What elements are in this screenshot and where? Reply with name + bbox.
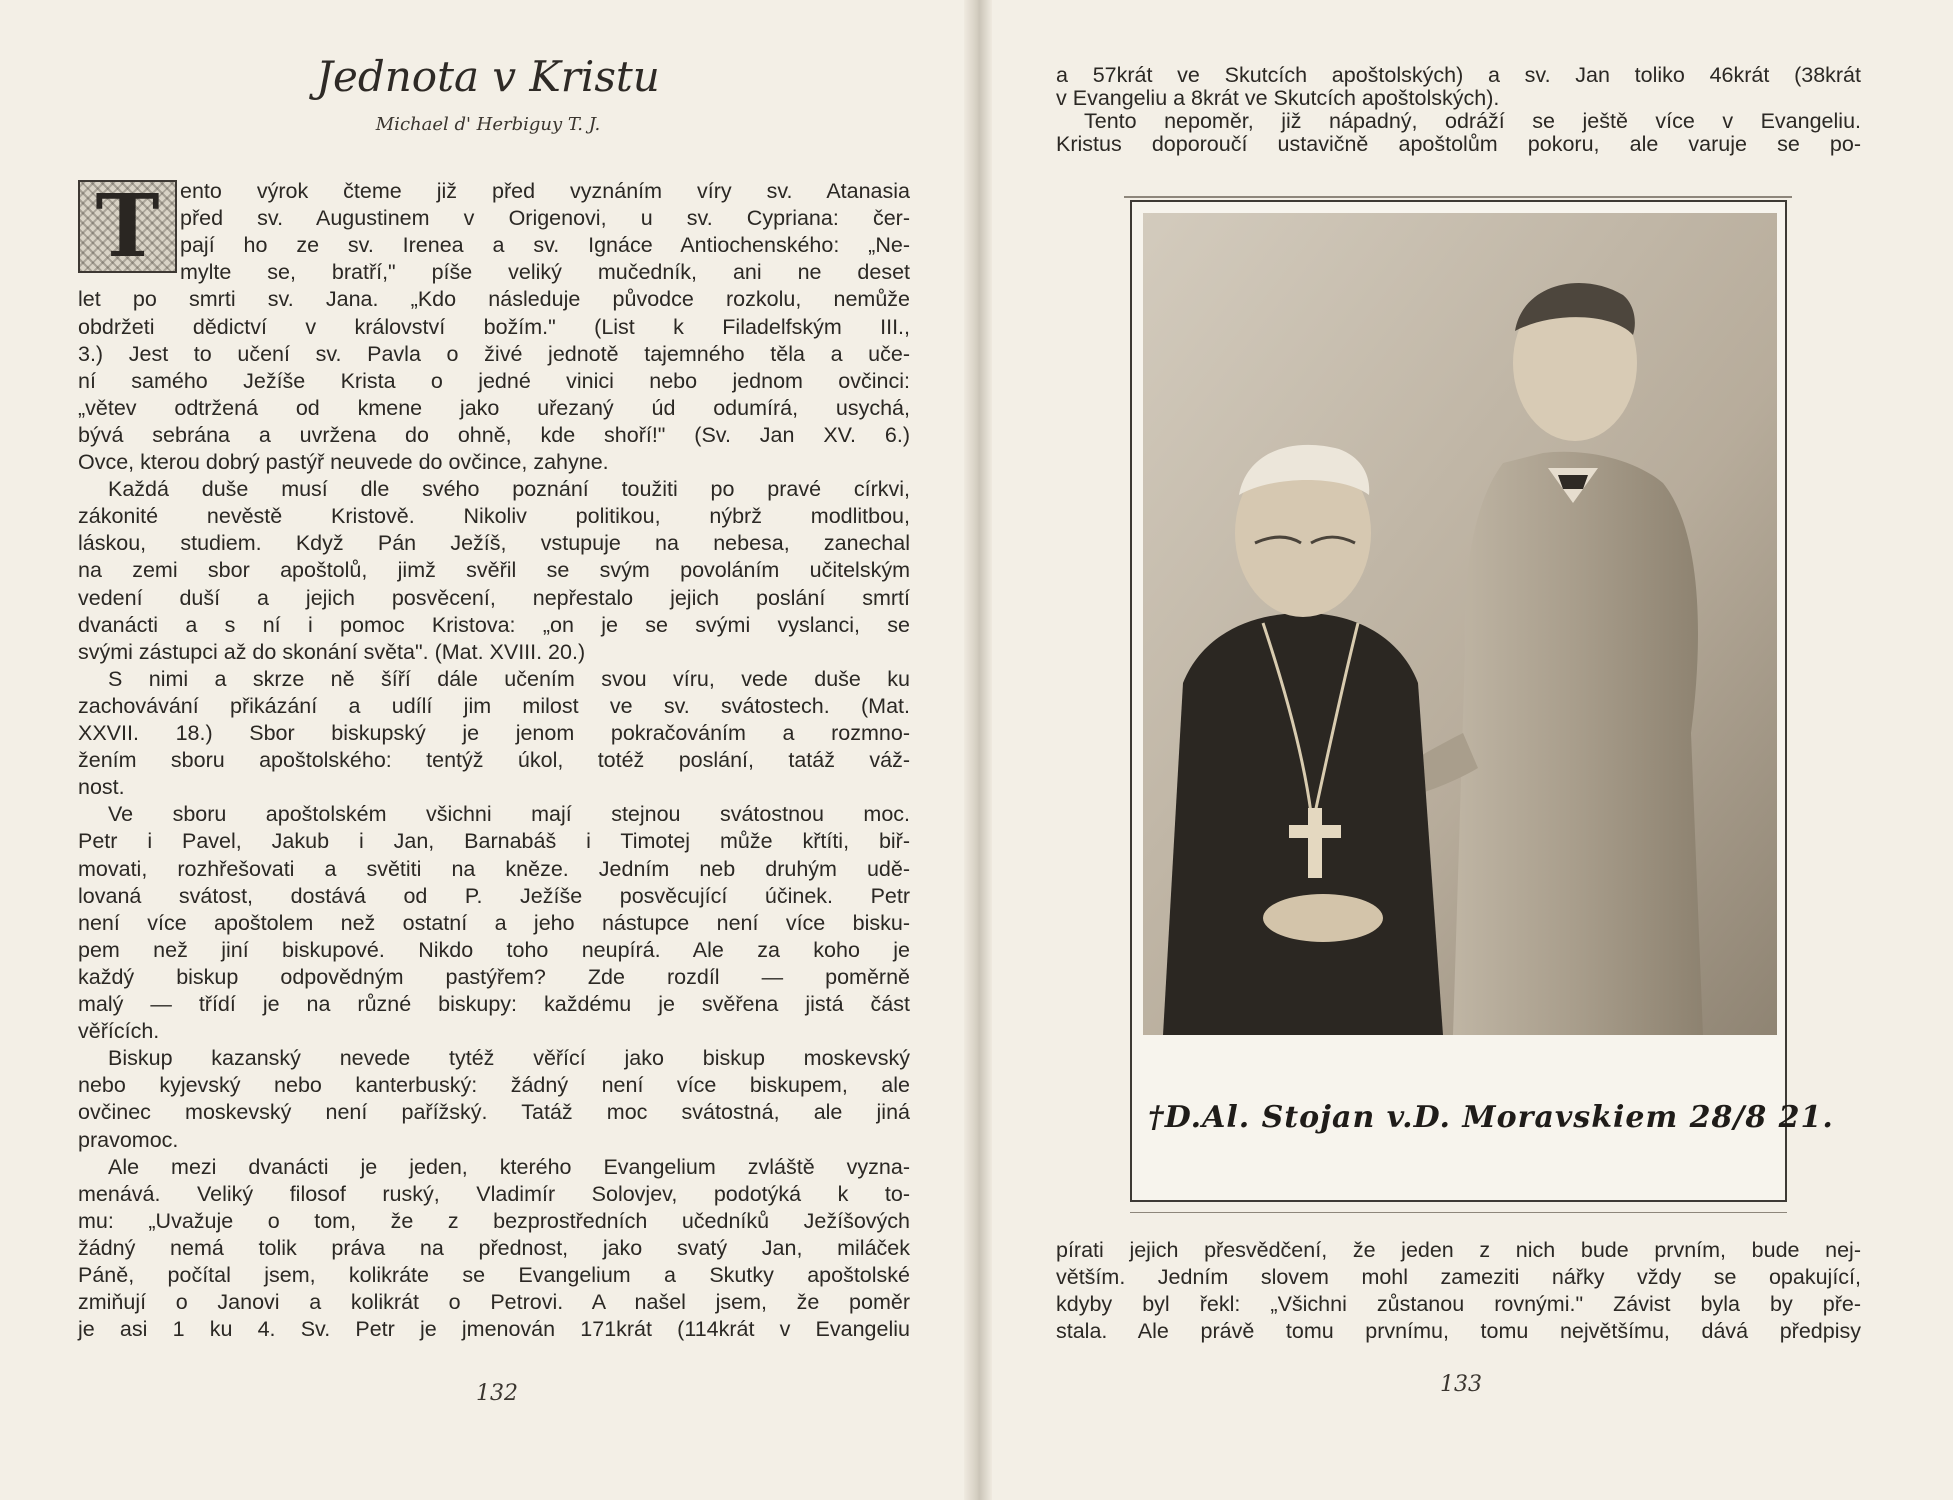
- text-line: lovaná svátost, dostává od P. Ježíše posvěcující účinek. Petr: [78, 883, 910, 908]
- text-line: žením sboru apoštolského: tentýž úkol, totéž poslání, tatáž váž-: [78, 748, 910, 773]
- text-line: zákonité nevěstě Kristově. Nikoliv politikou, nýbrž modlitbou,: [78, 504, 910, 529]
- text-line: věřících.: [78, 1019, 160, 1044]
- text-line: ní samého Ježíše Krista o jedné vinici nebo jednom ovčinci:: [78, 368, 910, 393]
- text-line: pem než jiní biskupové. Nikdo toho neupírá. Ale za koho je: [78, 937, 910, 962]
- text-line: láskou, studiem. Když Pán Ježíš, vstupuje na nebesa, zanechal: [78, 531, 910, 556]
- ornamental-initial: [78, 180, 177, 273]
- text-line: 3.) Jest to učení sv. Pavla o živé jednotě tajemného těla a uče-: [78, 341, 910, 366]
- handwritten-signature: †D.Al. Stojan v.D. Moravskiem 28/8 21.: [1148, 1100, 1834, 1135]
- text-line: S nimi a skrze ně šíří dále učením svou víru, vede duše ku: [108, 666, 910, 691]
- text-line: zmiňují o Janovi a kolikrát o Petrovi. A našel jsem, že poměr: [78, 1290, 910, 1315]
- text-line: svými zástupci až do skonání světa". (Mat. XVIII. 20.): [78, 639, 586, 664]
- text-line: žádný nemá tolik práva na přednost, jako svatý Jan, miláček: [78, 1235, 910, 1260]
- text-line: mylte se, bratří," píše veliký mučedník, ani ne deset: [180, 260, 910, 285]
- text-line: movati, rozhřešovati a světiti na kněze. Jedním neb druhým udě-: [78, 856, 910, 881]
- text-line: malý — třídí je na různé biskupy: každému je svěřena jistá část: [78, 992, 910, 1016]
- text-line: Ale mezi dvanácti je jeden, kterého Evangelium zvláště vyzna-: [108, 1154, 910, 1179]
- text-line: před sv. Augustinem v Origenovi, u sv. Cypriana: čer-: [180, 206, 910, 231]
- text-line: Ve sboru apoštolském všichni mají stejnou svátostnou moc.: [108, 802, 910, 827]
- text-line: v Evangeliu a 8krát ve Skutcích apoštolských).: [1056, 86, 1500, 110]
- bottom-rule: [1130, 1212, 1787, 1213]
- text-line: kdyby byl řekl: „Všichni zůstanou rovnými." Závist byla by pře-: [1056, 1292, 1861, 1316]
- text-line: Ovce, kterou dobrý pastýř neuvede do ovčince, zahyne.: [78, 450, 609, 474]
- text-line: vedení duší a jejich posvěcení, nepřestalo jejich poslání smrtí: [78, 585, 910, 610]
- text-line: Každá duše musí dle svého poznání toužiti po pravé církvi,: [108, 477, 910, 502]
- text-line: Petr i Pavel, Jakub i Jan, Barnabáš i Timotej může křtíti, biř-: [78, 829, 910, 854]
- initial-letter: T: [95, 180, 160, 273]
- text-line: ento výrok čteme již před vyznáním víry sv. Atanasia: [180, 179, 910, 203]
- text-line: není více apoštolem než ostatní a jeho nástupce není více bisku-: [78, 910, 910, 935]
- text-line: je asi 1 ku 4. Sv. Petr je jmenován 171krát (114krát v Evangeliu: [78, 1317, 910, 1342]
- text-line: Tento nepoměr, již nápadný, odráží se ještě více v Evangeliu.: [1084, 109, 1861, 133]
- text-line: pají ho ze sv. Irenea a sv. Ignáce Antiochenského: „Ne-: [180, 233, 910, 258]
- text-line: mu: „Uvažuje o tom, že z bezprostředních učedníků Ježíšových: [78, 1208, 910, 1233]
- page-number-right: 133: [1440, 1372, 1482, 1397]
- text-line: stala. Ale právě tomu prvnímu, tomu největšímu, dává předpisy: [1056, 1319, 1861, 1343]
- text-line: Kristus doporoučí ustavičně apoštolům pokoru, ale varuje se po-: [1056, 132, 1861, 156]
- page-number-left: 132: [476, 1381, 518, 1406]
- portrait-photograph: [1143, 213, 1777, 1035]
- portrait-illustration: [1143, 213, 1777, 1035]
- text-line: Biskup kazanský nevede tytéž věřící jako biskup moskevský: [108, 1046, 910, 1071]
- text-line: ovčinec moskevský není pařížský. Tatáž moc svátostná, ale jiná: [78, 1100, 910, 1125]
- top-rule: [1124, 196, 1792, 198]
- article-title: Jednota v Kristu: [316, 52, 660, 101]
- text-line: každý biskup odpovědným pastýřem? Zde rozdíl — poměrně: [78, 964, 910, 989]
- text-line: let po smrti sv. Jana. „Kdo následuje původce rozkolu, nemůže: [78, 287, 910, 312]
- text-line: Páně, počítal jsem, kolikráte se Evangelium a Skutky apoštolské: [78, 1263, 910, 1287]
- text-line: nebo kyjevský nebo kanterbuský: žádný není více biskupem, ale: [78, 1073, 910, 1098]
- book-gutter: [964, 0, 992, 1500]
- text-line: větším. Jedním slovem mohl zameziti nářky vždy se opakující,: [1056, 1265, 1861, 1289]
- text-line: a 57krát ve Skutcích apoštolských) a sv. Jan toliko 46krát (38krát: [1056, 63, 1861, 87]
- text-line: na zemi sbor apoštolů, jimž svěřil se svým povoláním učitelským: [78, 558, 910, 583]
- text-line: „větev odtržená od kmene jako uřezaný úd odumírá, usychá,: [78, 395, 910, 420]
- article-author: Michael d' Herbiguy T. J.: [375, 114, 601, 135]
- text-line: pírati jejich přesvědčení, že jeden z nich bude prvním, bude nej-: [1056, 1238, 1861, 1262]
- text-line: pravomoc.: [78, 1127, 179, 1152]
- text-line: zachovávání přikázání a udílí jim milost ve sv. svátostech. (Mat.: [78, 693, 910, 718]
- text-line: nost.: [78, 775, 125, 800]
- text-line: XXVII. 18.) Sbor biskupský je jenom pokračováním a rozmno-: [78, 721, 910, 745]
- text-line: bývá sebrána a uvržena do ohně, kde shoří!" (Sv. Jan XV. 6.): [78, 422, 910, 447]
- text-line: obdržeti dědictví v království božím." (List k Filadelfským III.,: [78, 314, 910, 339]
- text-line: menává. Veliký filosof ruský, Vladimír Solovjev, podotýká k to-: [78, 1181, 910, 1206]
- text-line: dvanácti a s ní i pomoc Kristova: „on je se svými vyslanci, se: [78, 612, 910, 637]
